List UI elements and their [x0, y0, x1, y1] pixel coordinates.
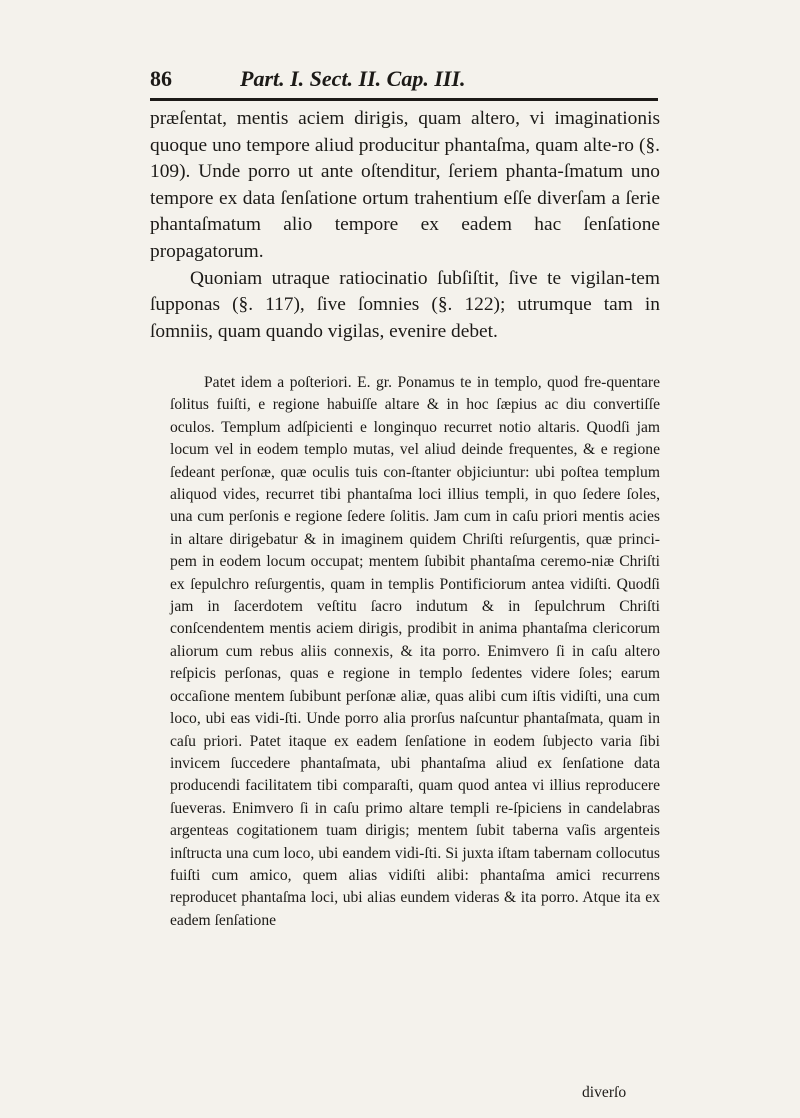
main-text: [150, 106, 660, 345]
note-block: [170, 372, 660, 932]
page-number: 86: [150, 66, 172, 91]
header-rule: [150, 98, 658, 101]
running-head: Part. I. Sect. II. Cap. III.: [240, 66, 466, 91]
page-header: [150, 62, 660, 94]
note-paragraph: Patet idem a poſteriori. E. gr. Ponamus te in templo, quod fre-quentare ſolitus fuiſti, e regione habuiſſe altare & in hoc ſæpius ac diu convertiſſe oculos. Templum adſpicienti e longinquo recurret notio altaris. Quodſi jam locum vel in eodem templo mutas, vel aliud deinde frequentes, & e regione ſedeant perſonæ, quæ oculis tuis con-ſtanter objiciuntur: ubi poſtea templum aliquod vides, recurret tibi phantaſma loci illius templi, in quo ſedere ſoles, una cum perſonis e regione ſedere ſolitis. Jam cum in caſu priori mentis acies in altare dirigebatur & in imaginem quidem Chriſti reſurgentis, quæ princi-pem in eodem locum occupat; mentem ſubibit phantaſma ceremo-niæ Chriſti ex ſepulchro reſurgentis, quam in templis Pontificiorum antea vidiſti. Quodſi jam in ſacerdotem veſtitu ſacro indutum & in ſepulchrum Chriſti conſcendentem mentis aciem dirigis, prodibit in anima phantaſma clericorum aliorum cum rebus aliis connexis, & ita porro. Enimvero ſi in caſu altero reſpicis perſonas, quas e regione in templo ſedentes videre ſoles; earum occaſione mentem ſubibunt perſonæ aliæ, quas alibi cum iſtis vidiſti, una cum loco, ubi eas vidi-ſti. Unde porro alia prorſus naſcuntur phantaſmata, quam in caſu priori. Patet itaque ex eadem ſenſatione in eodem ſubjecto varia ſibi invicem ſuccedere phantaſmata, ubi phantaſma aliud ex ſenſatione data producendi facilitatem tibi comparaſti, quam quod antea vi illius reproducere ſueveras. Enimvero ſi in caſu primo altare templi re-ſpiciens in candelabras argenteas cogitationem tuam dirigis; mentem ſubit taberna vaſis argenteis inſtructa una cum loco, ubi eandem vidi-ſti. Si juxta iſtam tabernam collocutus fuiſti cum amico, quem alias vidiſti alibi: phantaſma amici recurrens reproducet phantaſma loci, ubi alias eundem videras & ita porro. Atque ita ex eadem ſenſatione: [170, 374, 660, 929]
body-paragraph-1: præſentat, mentis aciem dirigis, quam altero, vi imaginationis quoque uno tempore aliud producitur phantaſma, quam alte-ro (§. 109). Unde porro ut ante oſtenditur, ſeriem phanta-ſmatum uno tempore ex data ſenſatione ortum trahentium eſſe diverſam a ſerie phantaſmatum alio tempore ex eadem hac ſenſatione propagatorum.: [150, 108, 660, 262]
body-paragraph-2: Quoniam utraque ratiocinatio ſubſiſtit, ſive te vigilan-tem ſupponas (§. 117), ſive ſomnies (§. 122); utrumque tam in ſomniis, quam quando vigilas, evenire debet.: [150, 267, 660, 342]
catchword: diverſo: [582, 1084, 627, 1101]
